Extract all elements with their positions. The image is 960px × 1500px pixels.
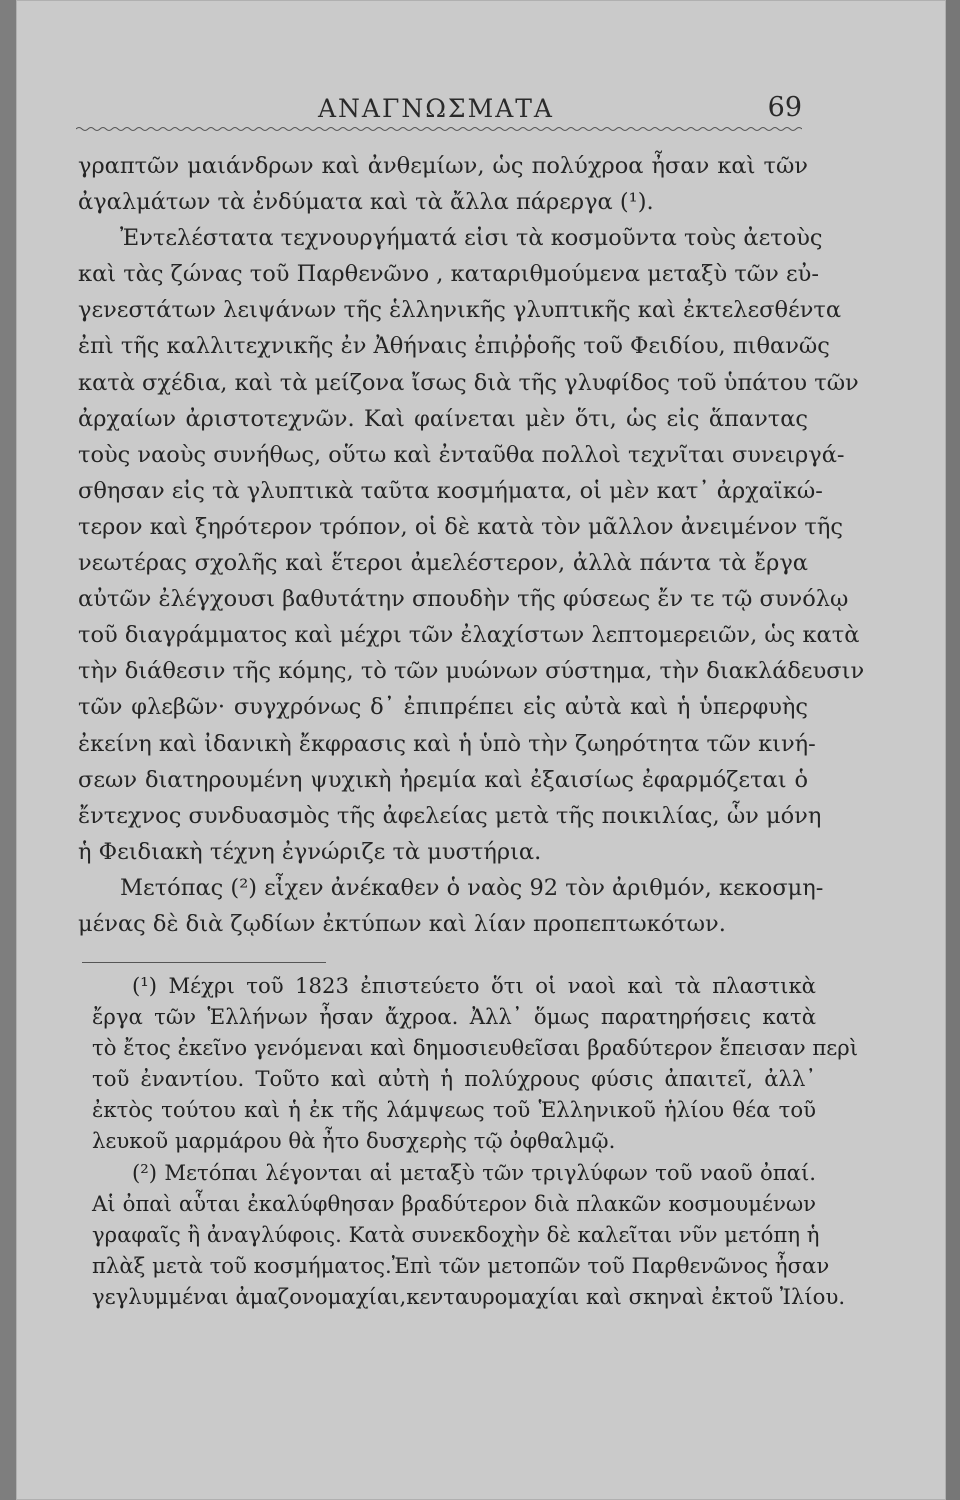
footnote-line: (²) Μετόπαι λέγονται αἱ μεταξὺ τῶν τριγλύφων τοῦ ναοῦ ὀπαί. (132, 1159, 816, 1185)
body-line: νεωτέρας σχολῆς καὶ ἕτεροι ἀμελέστερον, ἀλλὰ πάντα τὰ ἔργα (78, 550, 808, 577)
body-line: τοὺς ναοὺς συνήθως, οὕτω καὶ ἐνταῦθα πολλοὶ τεχνῖται συνειργά- (78, 441, 845, 468)
body-line: ἐκείνη καὶ ἰδανικὴ ἔκφρασις καὶ ἡ ὑπὸ τὴν ζωηρότητα τῶν κινή- (78, 730, 816, 757)
footnote-line: γραφαῖς ἢ ἀναγλύφοις. Κατὰ συνεκδοχὴν δὲ καλεῖται νῦν μετόπη ἡ (92, 1221, 820, 1247)
footnote-line: τοῦ ἐναντίου. Τοῦτο καὶ αὐτὴ ἡ πολύχρους φύσις ἀπαιτεῖ, ἀλλ᾽ (92, 1066, 816, 1092)
body-line: τερον καὶ ξηρότερον τρόπον, οἱ δὲ κατὰ τὸν μᾶλλον ἀνειμένον τῆς (78, 513, 843, 540)
body-line: Ἐντελέστατα τεχνουργήματά εἰσι τὰ κοσμοῦντα τοὺς ἀετοὺς (120, 225, 823, 252)
body-line: κατὰ σχέδια, καὶ τὰ μείζονα ἴσως διὰ τῆς γλυφίδος τοῦ ὑπάτου τῶν (78, 369, 859, 396)
body-line: τῶν φλεβῶν· συγχρόνως δ᾽ ἐπιπρέπει εἰς αὐτὰ καὶ ἡ ὑπερφυὴς (78, 694, 808, 721)
wavy-header-rule (76, 126, 802, 132)
footnotes (92, 970, 859, 1312)
footnote-line: ἔργα τῶν Ἑλλήνων ἦσαν ἄχροα. Ἀλλ᾽ ὅμως παρατηρήσεις κατὰ (92, 1004, 816, 1030)
body-line: αὐτῶν ἐλέγχουσι βαθυτάτην σπουδὴν τῆς φύσεως ἔν τε τῷ συνόλῳ (78, 586, 849, 613)
body-line: ἀρχαίων ἀριστοτεχνῶν. Καὶ φαίνεται μὲν ὅτι, ὡς εἰς ἅπαντας (78, 405, 808, 432)
body-line: ἡ Φειδιακὴ τέχνη ἐγνώριζε τὰ μυστήρια. (78, 838, 542, 865)
footnote-line: λευκοῦ μαρμάρου θὰ ἦτο δυσχερὴς τῷ ὀφθαλμῷ. (92, 1128, 616, 1154)
body-line: γενεστάτων λειψάνων τῆς ἑλληνικῆς γλυπτικῆς καὶ ἐκτελεσθέντα (78, 297, 842, 324)
book-page (16, 0, 946, 1500)
body-line: ἀγαλμάτων τὰ ἐνδύματα καὶ τὰ ἄλλα πάρεργα (¹). (78, 189, 654, 216)
scan-left-edge (0, 0, 16, 1500)
body-line: γραπτῶν μαιάνδρων καὶ ἀνθεμίων, ὡς πολύχροα ἦσαν καὶ τῶν (78, 153, 808, 179)
footnote-separator (82, 962, 326, 963)
body-line: καὶ τὰς ζώνας τοῦ Παρθενῶνο , καταριθμούμενα μεταξὺ τῶν εὐ- (78, 261, 819, 288)
body-line: ἐπὶ τῆς καλλιτεχνικῆς ἐν Ἀθήναις ἐπιῤῥοῆς τοῦ Φειδίου, πιθανῶς (78, 333, 830, 360)
running-title: ΑΝΑΓΝΩΣΜΑΤΑ (318, 94, 554, 123)
footnote-line: τὸ ἔτος ἐκεῖνο γενόμεναι καὶ δημοσιευθεῖσαι βραδύτερον ἔπεισαν περὶ (92, 1035, 859, 1061)
body-text (78, 148, 865, 942)
body-line: σεων διατηρουμένη ψυχικὴ ἠρεμία καὶ ἐξαισίως ἐφαρμόζεται ὁ (78, 766, 808, 793)
body-line: τὴν διάθεσιν τῆς κόμης, τὸ τῶν μυώνων σύστημα, τὴν διακλάδευσιν (78, 658, 865, 685)
footnote-line: πλὰξ μετὰ τοῦ κοσμήματος.Ἐπὶ τῶν μετοπῶν τοῦ Παρθενῶνος ἦσαν (92, 1252, 830, 1278)
page-header (66, 88, 806, 128)
body-line: σθησαν εἰς τὰ γλυπτικὰ ταῦτα κοσμήματα, οἱ μὲν κατ᾽ ἀρχαϊκώ- (78, 477, 823, 504)
footnote-line: γεγλυμμέναι ἀμαζονομαχίαι,κενταυρομαχίαι καὶ σκηναὶ ἐκτοῦ Ἰλίου. (92, 1283, 846, 1309)
body-line: μένας δὲ διὰ ζῳδίων ἐκτύπων καὶ λίαν προπεπτωκότων. (78, 910, 726, 937)
footnote-line: Αἱ ὀπαὶ αὗται ἐκαλύφθησαν βραδύτερον διὰ πλακῶν κοσμουμένων (92, 1190, 816, 1216)
body-line: τοῦ διαγράμματος καὶ μέχρι τῶν ἐλαχίστων λεπτομερειῶν, ὡς κατὰ (78, 622, 860, 649)
footnote-line: (¹) Μέχρι τοῦ 1823 ἐπιστεύετο ὅτι οἱ ναοὶ καὶ τὰ πλαστικὰ (132, 973, 816, 998)
body-line: ἔντεχνος συνδυασμὸς τῆς ἀφελείας μετὰ τῆς ποικιλίας, ὧν μόνη (78, 802, 822, 829)
footnote-line: ἐκτὸς τούτου καὶ ἡ ἐκ τῆς λάμψεως τοῦ Ἑλληνικοῦ ἡλίου θέα τοῦ (92, 1097, 816, 1123)
body-line: Μετόπας (²) εἶχεν ἀνέκαθεν ὁ ναὸς 92 τὸν ἀριθμόν, κεκοσμη- (120, 874, 824, 901)
scan-right-edge (946, 0, 960, 1500)
page-number: 69 (767, 92, 802, 123)
